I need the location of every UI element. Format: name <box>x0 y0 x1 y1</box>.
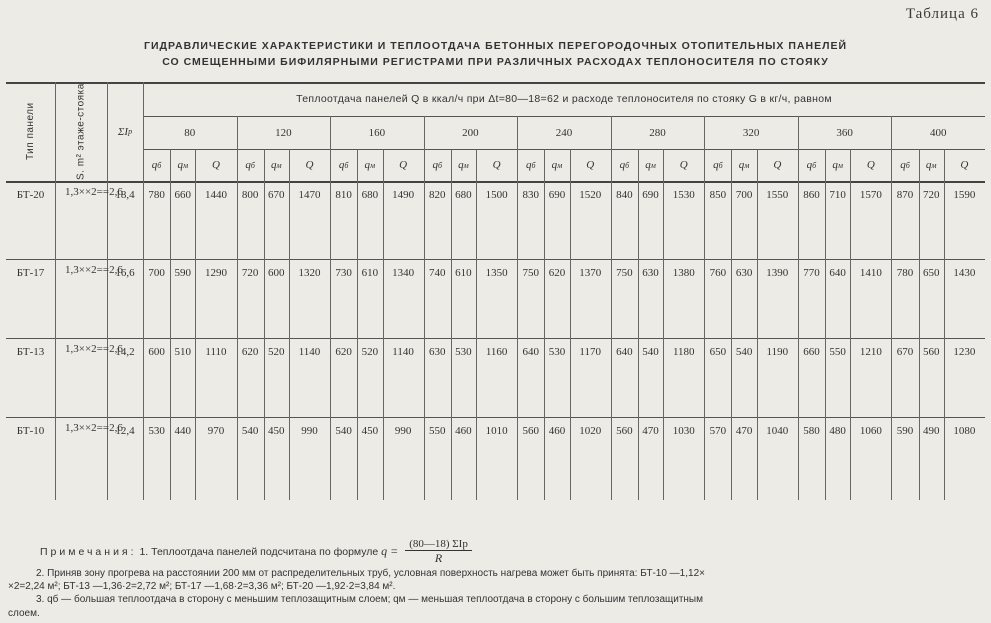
cell-q-big: 640 <box>616 346 633 358</box>
cell-Q-total: 1110 <box>205 346 227 358</box>
cell-q-small: 550 <box>829 346 846 358</box>
q-subscript: б <box>437 160 442 170</box>
q-subscript: м <box>276 160 282 170</box>
note-2-line-2: ×2=2,24 м²; БТ-13 —1,36·2=2,72 м²; БТ-17 —1,68·2=3,36 м²; БТ-20 —1,92·2=3,84 м². <box>8 581 396 592</box>
q-subscript: б <box>905 160 910 170</box>
cell-Q-total: 1180 <box>672 346 695 358</box>
cell-q-big: 540 <box>335 425 352 437</box>
cell-q-big: 820 <box>428 189 446 201</box>
cell-q-small: 680 <box>361 189 379 201</box>
cell-Q-total: 1570 <box>859 189 882 201</box>
sum-symbol: ΣI <box>117 125 129 138</box>
sum-subscript: р <box>128 127 133 136</box>
header-q-big <box>704 149 731 181</box>
header-q-small <box>919 149 944 181</box>
row-sum-ip: 12,4 <box>115 425 135 437</box>
cell-q-big: 600 <box>148 346 165 358</box>
q-subscript: б <box>344 160 349 170</box>
header-q-big <box>798 149 825 181</box>
surface-area-line: ×2= <box>84 422 103 434</box>
cell-q-big: 770 <box>803 267 820 279</box>
header-Q-total: Q <box>773 159 782 171</box>
cell-Q-total: 1010 <box>485 425 508 437</box>
row-separator <box>6 417 985 418</box>
cell-Q-total: 1320 <box>298 267 321 279</box>
note-3-line-1: 3. qб — большая теплоотдача в сторону с меньшим теплозащитным слоем; qм — меньшая теплоотдача в сторону с большим теплозащитным <box>36 594 703 605</box>
cell-Q-total: 970 <box>207 425 225 437</box>
cell-q-big: 810 <box>335 189 352 201</box>
header-q-small <box>451 149 476 181</box>
header-q-big <box>330 149 357 181</box>
surface-area-line: 1,3× <box>65 422 85 434</box>
surface-area-line: =2,6 <box>102 343 123 355</box>
cell-q-small: 540 <box>735 346 753 358</box>
cell-q-small: 510 <box>174 346 191 358</box>
cell-q-small: 650 <box>922 267 940 279</box>
cell-q-small: 670 <box>268 189 285 201</box>
surface-area-line: 1,3× <box>65 264 85 276</box>
row-sum-ip: 14,2 <box>115 346 135 358</box>
header-Q-total: Q <box>960 159 969 171</box>
table-title-line-1: ГИДРАВЛИЧЕСКИЕ ХАРАКТЕРИСТИКИ И ТЕПЛООТДАЧА БЕТОННЫХ ПЕРЕГОРОДОЧНЫХ ОТОПИТЕЛЬНЫХ ПАНЕЛЕЙ <box>144 40 847 52</box>
q-symbol: q <box>619 159 626 171</box>
header-q-big <box>611 149 638 181</box>
q-symbol: q <box>151 159 158 171</box>
cell-q-big: 800 <box>241 189 259 201</box>
cell-q-big: 840 <box>616 189 633 201</box>
header-q-small <box>544 149 569 181</box>
cell-q-small: 530 <box>455 346 472 358</box>
header-q-big <box>143 149 170 181</box>
header-q-big <box>891 149 918 181</box>
cell-Q-total: 1080 <box>953 425 976 437</box>
cell-Q-total: 1230 <box>953 346 976 358</box>
q-symbol: q <box>432 159 438 171</box>
header-sum-ip <box>107 82 143 181</box>
cell-q-big: 720 <box>241 267 259 279</box>
header-group-title: Теплоотдача панелей Q в ккал/ч при Δt=80—18=62 и расходе теплоносителя по стояку G в кг/ч, равном <box>296 93 832 105</box>
surface-area-line: ×2= <box>84 343 103 355</box>
cell-q-big: 530 <box>148 425 165 437</box>
cell-Q-total: 990 <box>301 425 318 437</box>
cell-q-small: 590 <box>174 267 191 279</box>
note-1-text: 1. Теплоотдача панелей подсчитана по формуле <box>139 545 379 558</box>
cell-q-small: 460 <box>455 425 472 437</box>
header-q-small <box>170 149 195 181</box>
surface-area-line: ×2= <box>84 186 103 198</box>
header-flow-200: 200 <box>462 126 479 139</box>
note-2-line-1: 2. Приняв зону прогрева на расстоянии 200 мм от распределительных труб, условная поверхность нагрева может быть принята: БТ-10 —1,12× <box>36 568 705 579</box>
formula-denominator: R <box>434 551 443 565</box>
row-sum-ip: 18,4 <box>115 189 135 201</box>
cell-Q-total: 1500 <box>485 189 508 201</box>
header-Q-total: Q <box>399 159 408 171</box>
cell-q-small: 720 <box>922 189 940 201</box>
cell-q-small: 600 <box>268 267 285 279</box>
cell-Q-total: 1550 <box>766 189 789 201</box>
cell-Q-total: 1030 <box>672 425 695 437</box>
row-sum-ip: 16,6 <box>115 267 135 279</box>
surface-area-line: =2,6 <box>102 422 123 434</box>
header-Q-total: Q <box>211 159 220 171</box>
cell-Q-total: 990 <box>394 425 412 437</box>
cell-Q-total: 1470 <box>298 189 321 201</box>
q-symbol: q <box>526 159 532 171</box>
row-panel-type: БТ-13 <box>16 346 45 358</box>
cell-q-small: 520 <box>268 346 285 358</box>
header-flow-360: 360 <box>836 126 853 139</box>
q-subscript: м <box>182 160 189 170</box>
cell-q-big: 870 <box>896 189 914 201</box>
q-subscript: м <box>744 160 750 170</box>
cell-q-small: 700 <box>735 189 753 201</box>
cell-q-big: 650 <box>709 346 727 358</box>
cell-q-big: 560 <box>522 425 540 437</box>
cell-Q-total: 1140 <box>298 346 321 358</box>
cell-q-small: 460 <box>548 425 566 437</box>
cell-q-big: 860 <box>803 189 820 201</box>
cell-q-big: 590 <box>896 425 914 437</box>
q-subscript: б <box>812 160 817 170</box>
surface-area-line: 1,3× <box>65 186 85 198</box>
header-q-small <box>264 149 289 181</box>
cell-q-big: 670 <box>896 346 914 358</box>
cell-q-small: 620 <box>548 267 566 279</box>
cell-q-small: 630 <box>735 267 753 279</box>
surface-area-line: =2,6 <box>102 264 123 276</box>
surface-area-line: 1,3× <box>65 343 85 355</box>
header-panel-type: Тип панели <box>25 102 36 161</box>
cell-q-small: 710 <box>829 189 846 201</box>
cell-Q-total: 1390 <box>766 267 789 279</box>
cell-q-small: 660 <box>174 189 191 201</box>
q-symbol: q <box>925 159 932 171</box>
cell-q-small: 490 <box>922 425 940 437</box>
cell-Q-total: 1040 <box>766 425 789 437</box>
cell-Q-total: 1370 <box>579 267 602 279</box>
q-symbol: q <box>900 159 906 171</box>
q-subscript: б <box>625 160 630 170</box>
header-Q-total: Q <box>679 159 688 171</box>
row-separator <box>6 338 985 339</box>
q-symbol: q <box>551 159 558 171</box>
header-surface-area: S. m² этаже-стояка <box>75 83 87 180</box>
header-Q-total: Q <box>586 159 595 171</box>
cell-q-small: 610 <box>455 267 472 279</box>
cell-q-big: 570 <box>709 425 727 437</box>
q-subscript: б <box>531 160 536 170</box>
header-flow-80: 80 <box>184 126 196 139</box>
q-symbol: q <box>713 159 719 171</box>
header-Q-total: Q <box>866 159 875 171</box>
cell-Q-total: 1530 <box>672 189 695 201</box>
header-flow-320: 320 <box>742 126 760 139</box>
header-Q-total: Q <box>305 159 314 171</box>
q-symbol: q <box>177 159 183 171</box>
q-subscript: м <box>463 160 469 170</box>
cell-Q-total: 1340 <box>392 267 415 279</box>
cell-q-small: 530 <box>548 346 566 358</box>
cell-q-small: 450 <box>268 425 285 437</box>
formula-fraction <box>405 538 472 566</box>
row-surface-area <box>65 186 123 227</box>
cell-Q-total: 1490 <box>392 189 415 201</box>
cell-q-big: 760 <box>709 267 727 279</box>
header-flow-120: 120 <box>275 126 292 139</box>
cell-Q-total: 1430 <box>953 267 976 279</box>
formula-numerator: (80—18) ΣIр <box>405 538 472 551</box>
cell-q-small: 480 <box>829 425 846 437</box>
row-surface-area <box>65 422 123 463</box>
cell-q-small: 470 <box>642 425 659 437</box>
header-q-big <box>517 149 544 181</box>
table-label: Таблица 6 <box>905 6 979 22</box>
cell-Q-total: 1440 <box>204 189 227 201</box>
cell-Q-total: 1170 <box>579 346 601 358</box>
cell-q-big: 660 <box>803 346 820 358</box>
header-q-small <box>638 149 663 181</box>
cell-q-small: 680 <box>455 189 472 201</box>
header-q-small <box>731 149 756 181</box>
cell-q-big: 620 <box>241 346 259 358</box>
row-panel-type: БТ-20 <box>16 189 45 201</box>
cell-q-big: 550 <box>428 425 446 437</box>
q-symbol: q <box>738 159 745 171</box>
cell-Q-total: 1410 <box>859 267 882 279</box>
row-panel-type: БТ-17 <box>16 267 45 279</box>
q-symbol: q <box>806 159 813 171</box>
q-symbol: q <box>645 159 651 171</box>
cell-Q-total: 1160 <box>485 346 508 358</box>
cell-q-big: 630 <box>428 346 446 358</box>
row-panel-type: БТ-10 <box>16 425 45 437</box>
cell-q-big: 620 <box>335 346 352 358</box>
cell-q-big: 700 <box>148 267 165 279</box>
table-title-line-2: СО СМЕЩЕННЫМИ БИФИЛЯРНЫМИ РЕГИСТРАМИ ПРИ РАЗЛИЧНЫХ РАСХОДАХ ТЕПЛОНОСИТЕЛЯ ПО СТОЯКУ <box>162 56 829 68</box>
cell-q-big: 730 <box>335 267 352 279</box>
q-subscript: м <box>370 160 376 170</box>
q-symbol: q <box>245 159 251 171</box>
cell-q-big: 780 <box>896 267 914 279</box>
header-q-small <box>825 149 850 181</box>
q-subscript: м <box>650 160 656 170</box>
header-Q-total: Q <box>492 159 501 171</box>
q-subscript: м <box>837 160 843 170</box>
surface-area-line: =2,6 <box>102 186 123 198</box>
header-flow-240: 240 <box>555 126 573 139</box>
row-surface-area <box>65 264 123 305</box>
q-symbol: q <box>364 159 371 171</box>
cell-q-small: 470 <box>735 425 753 437</box>
cell-q-small: 520 <box>361 346 379 358</box>
cell-q-small: 560 <box>922 346 940 358</box>
cell-q-big: 830 <box>522 189 540 201</box>
note-1 <box>40 538 472 566</box>
cell-q-big: 750 <box>616 267 633 279</box>
cell-Q-total: 1060 <box>859 425 882 437</box>
q-subscript: м <box>557 160 563 170</box>
row-separator <box>6 259 985 260</box>
cell-q-big: 750 <box>522 267 540 279</box>
q-symbol: q <box>338 159 345 171</box>
cell-q-small: 540 <box>642 346 659 358</box>
row-surface-area <box>65 343 123 384</box>
cell-q-small: 630 <box>642 267 659 279</box>
cell-q-big: 580 <box>803 425 820 437</box>
cell-q-big: 740 <box>428 267 446 279</box>
header-flow-160: 160 <box>368 126 386 139</box>
q-subscript: б <box>250 160 255 170</box>
cell-q-small: 440 <box>174 425 191 437</box>
q-symbol: q <box>458 159 464 171</box>
cell-Q-total: 1020 <box>579 425 602 437</box>
cell-q-small: 450 <box>361 425 379 437</box>
surface-area-line: ×2= <box>84 264 103 276</box>
cell-Q-total: 1290 <box>204 267 227 279</box>
cell-Q-total: 1140 <box>392 346 414 358</box>
cell-q-small: 610 <box>361 267 379 279</box>
header-q-big <box>237 149 264 181</box>
q-symbol: q <box>832 159 838 171</box>
note-3-line-2: слоем. <box>8 608 40 619</box>
cell-q-big: 640 <box>522 346 540 358</box>
q-symbol: q <box>270 159 277 171</box>
notes-label: Примечания: <box>40 545 137 558</box>
cell-q-small: 690 <box>642 189 659 201</box>
cell-Q-total: 1590 <box>953 189 976 201</box>
cell-q-big: 850 <box>709 189 727 201</box>
cell-Q-total: 1210 <box>859 346 882 358</box>
cell-Q-total: 1190 <box>766 346 789 358</box>
header-flow-400: 400 <box>929 126 947 139</box>
cell-Q-total: 1350 <box>485 267 508 279</box>
q-subscript: б <box>718 160 723 170</box>
formula-lhs: q = <box>381 543 399 558</box>
cell-q-big: 540 <box>241 425 259 437</box>
cell-q-small: 640 <box>829 267 846 279</box>
q-subscript: б <box>157 160 162 170</box>
cell-q-small: 690 <box>548 189 566 201</box>
cell-q-big: 780 <box>148 189 165 201</box>
header-q-small <box>357 149 382 181</box>
cell-Q-total: 1520 <box>579 189 602 201</box>
q-subscript: м <box>931 160 937 170</box>
cell-Q-total: 1380 <box>672 267 695 279</box>
header-q-big <box>424 149 451 181</box>
header-flow-280: 280 <box>649 126 666 139</box>
cell-q-big: 560 <box>616 425 633 437</box>
